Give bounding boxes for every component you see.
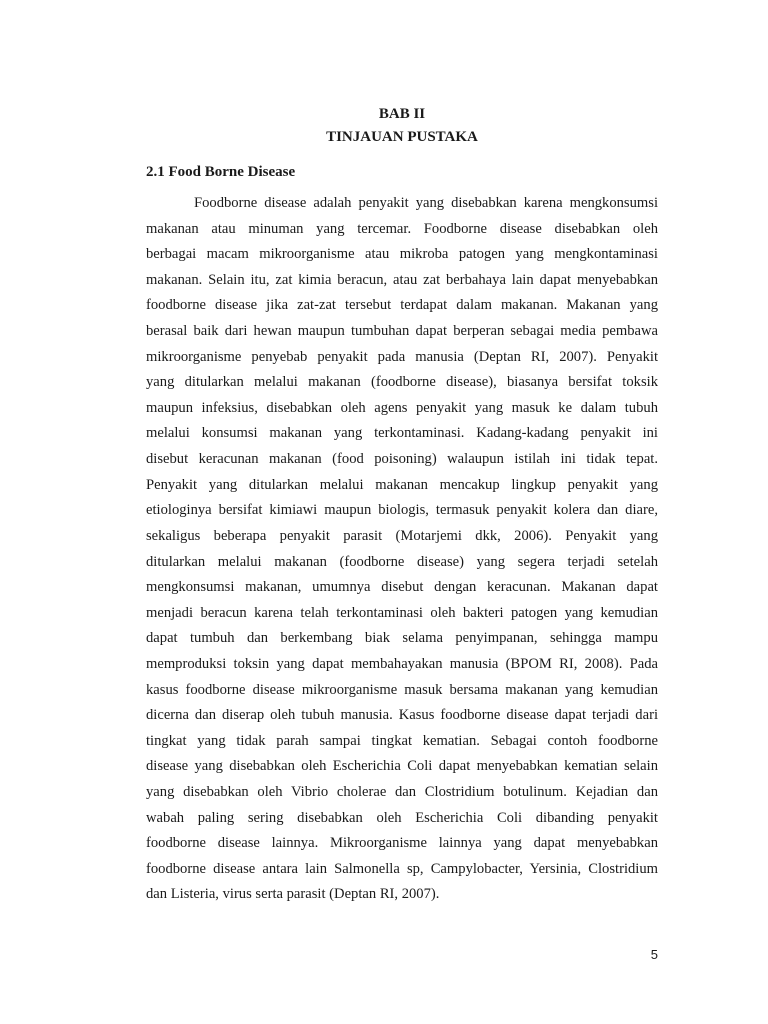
paragraph-line: maupun infeksius, disebabkan oleh agens penyakit yang masuk ke dalam tubuh	[146, 399, 658, 416]
paragraph-line: berasal baik dari hewan maupun tumbuhan dapat berperan sebagai media pembawa	[146, 323, 658, 340]
paragraph-line: Foodborne disease adalah penyakit yang disebabkan karena mengkonsumsi	[194, 195, 658, 211]
paragraph-line: memproduksi toksin yang dapat membahayakan manusia (BPOM RI, 2008). Pada	[146, 655, 658, 672]
paragraph-line: makanan atau minuman yang tercemar. Foodborne disease disebabkan oleh	[146, 220, 658, 237]
paragraph-line: tingkat yang tidak parah sampai tingkat kematian. Sebagai contoh foodborne	[146, 732, 658, 749]
paragraph-line: sekaligus beberapa penyakit parasit (Motarjemi dkk, 2006). Penyakit yang	[146, 527, 658, 544]
paragraph-line: etiologinya bersifat kimiawi maupun biologis, termasuk penyakit kolera dan diare,	[146, 502, 658, 519]
paragraph-line: mikroorganisme penyebab penyakit pada manusia (Deptan RI, 2007). Penyakit	[146, 348, 658, 365]
paragraph-line: disebut keracunan makanan (food poisoning) walaupun istilah ini tidak tepat.	[146, 451, 658, 468]
paragraph-line: foodborne disease antara lain Salmonella sp, Campylobacter, Yersinia, Clostridium	[146, 860, 658, 877]
paragraph-line: yang disebabkan oleh Vibrio cholerae dan Clostridium botulinum. Kejadian dan	[146, 784, 658, 801]
paragraph-line: berbagai macam mikroorganisme atau mikroba patogen yang mengkontaminasi	[146, 246, 658, 263]
paragraph-line: dapat tumbuh dan berkembang biak selama penyimpanan, sehingga mampu	[146, 630, 658, 647]
paragraph-line: melalui konsumsi makanan yang terkontaminasi. Kadang-kadang penyakit ini	[146, 425, 658, 442]
paragraph-line: kasus foodborne disease mikroorganisme masuk bersama makanan yang kemudian	[146, 681, 658, 698]
paragraph-line: foodborne disease jika zat-zat tersebut terdapat dalam makanan. Makanan yang	[146, 297, 658, 314]
page-number: 5	[650, 947, 658, 962]
chapter-number: BAB II	[378, 106, 426, 122]
paragraph-line: disease yang disebabkan oleh Escherichia Coli dapat menyebabkan kematian selain	[146, 758, 658, 775]
paragraph-line: ditularkan melalui makanan (foodborne disease) yang segera terjadi setelah	[146, 553, 658, 570]
paragraph-line: makanan. Selain itu, zat kimia beracun, atau zat berbahaya lain dapat menyebabkan	[146, 271, 658, 288]
paragraph-line: menjadi beracun karena telah terkontaminasi oleh bakteri patogen yang kemudian	[146, 604, 658, 621]
paragraph-line: foodborne disease lainnya. Mikroorganisme lainnya yang dapat menyebabkan	[146, 835, 658, 852]
paragraph-line: yang ditularkan melalui makanan (foodborne disease), biasanya bersifat toksik	[146, 374, 658, 391]
paragraph-line: mengkonsumsi makanan, umumnya disebut dengan keracunan. Makanan dapat	[146, 579, 658, 596]
chapter-title: TINJAUAN PUSTAKA	[326, 129, 478, 145]
paragraph-line: dan Listeria, virus serta parasit (Deptan RI, 2007).	[146, 886, 440, 903]
paragraph-line: wabah paling sering disebabkan oleh Escherichia Coli dibanding penyakit	[146, 809, 658, 826]
paragraph-line: Penyakit yang ditularkan melalui makanan mencakup lingkup penyakit yang	[146, 476, 658, 493]
paragraph-line: dicerna dan diserap oleh tubuh manusia. Kasus foodborne disease dapat terjadi dari	[146, 707, 658, 724]
section-heading: 2.1 Food Borne Disease	[146, 164, 296, 180]
paragraph	[146, 191, 658, 908]
